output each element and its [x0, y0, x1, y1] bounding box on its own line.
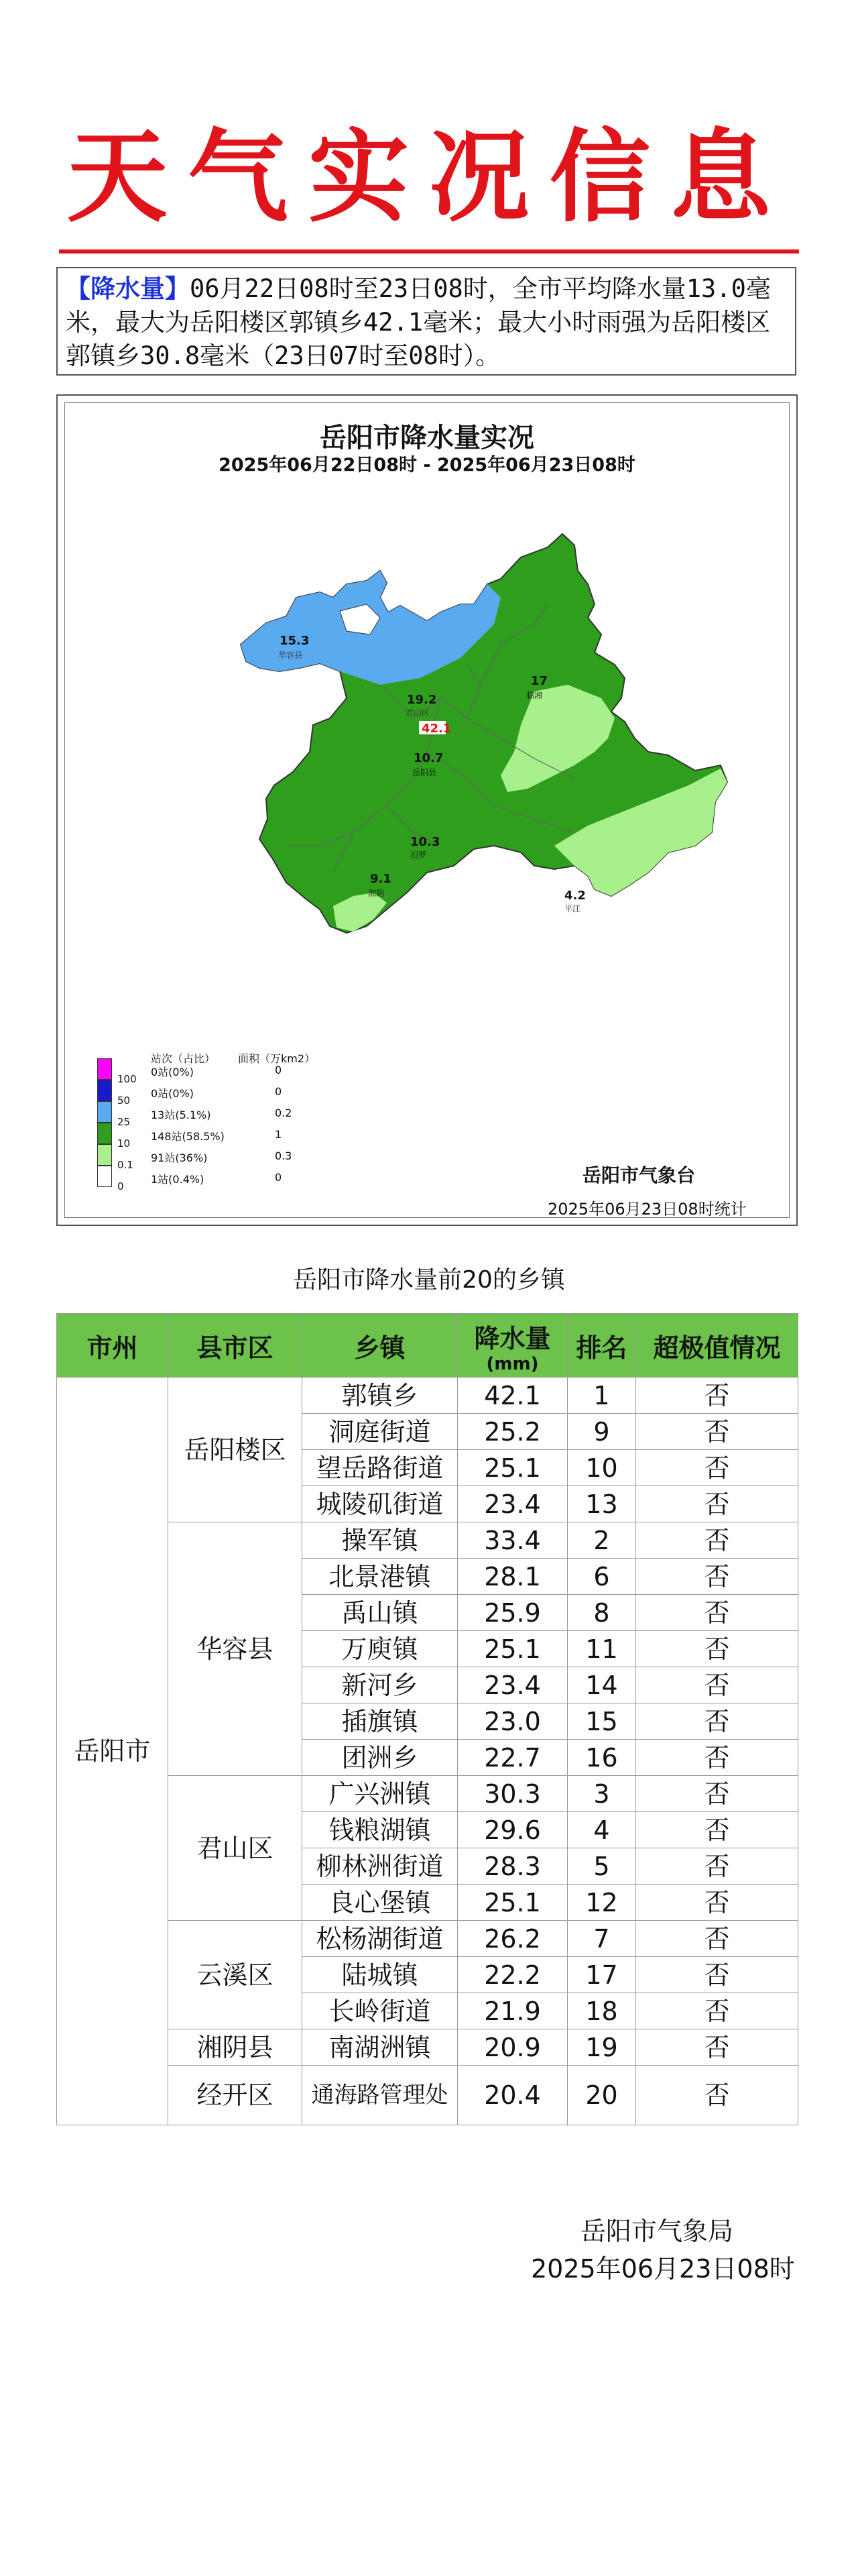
cell-rain: 29.6: [458, 1812, 568, 1848]
map-title: 岳阳市降水量实况: [320, 423, 534, 453]
map-agency: 岳阳市气象台: [583, 1164, 696, 1186]
station-value-junshan: 19.2: [407, 693, 437, 707]
table-row: [57, 2029, 798, 2066]
station-value-huarong: 15.3: [280, 634, 310, 648]
station-value-yueyang: 10.7: [414, 751, 444, 765]
legend-count-row1: 0站(0%): [151, 1066, 194, 1078]
cell-town: 城陵矶街道: [302, 1486, 458, 1522]
cell-town: 郭镇乡: [302, 1378, 458, 1414]
header-rain-label: 降水量: [474, 1323, 551, 1353]
table-row: [57, 2066, 798, 2125]
cell-town: 陆城镇: [302, 1957, 458, 1993]
cell-town: 北景港镇: [302, 1559, 458, 1595]
cell-rank: 14: [568, 1667, 636, 1703]
cell-rank: 15: [568, 1703, 636, 1740]
legend-swatch-100: [97, 1058, 112, 1080]
cell-extreme: 否: [636, 1522, 798, 1559]
cell-rank: 1: [568, 1378, 636, 1414]
cell-extreme: 否: [636, 1740, 798, 1776]
legend-threshold-50: 50: [117, 1095, 131, 1107]
table-row: [57, 1776, 798, 1812]
cell-city: 岳阳市: [57, 1378, 168, 2125]
table-body: [57, 1378, 798, 2125]
cell-rank: 17: [568, 1957, 636, 1993]
cell-extreme: 否: [636, 1450, 798, 1486]
footer-agency: 岳阳市气象局: [580, 2217, 734, 2246]
cell-extreme: 否: [636, 1378, 798, 1414]
cell-town: 操军镇: [302, 1522, 458, 1559]
cell-extreme: 否: [636, 1486, 798, 1522]
legend-swatch-01: [97, 1144, 112, 1166]
cell-rain: 25.2: [458, 1414, 568, 1450]
station-place-yueyang: 岳阳县: [412, 768, 437, 777]
cell-town: 望岳路街道: [302, 1450, 458, 1486]
legend-area-row3: 0.2: [275, 1107, 292, 1119]
legend-threshold-01: 0.1: [117, 1159, 133, 1171]
rainfall-ranking-table: [56, 1313, 798, 2125]
cell-extreme: 否: [636, 1595, 798, 1631]
cell-town: 插旗镇: [302, 1703, 458, 1740]
legend-area-row6: 0: [275, 1171, 282, 1184]
cell-extreme: 否: [636, 1631, 798, 1667]
station-place-junshan: 君山区: [406, 708, 430, 718]
cell-extreme: 否: [636, 1921, 798, 1957]
cell-rank: 18: [568, 1993, 636, 2029]
station-value-xiangyin: 9.1: [370, 872, 391, 886]
cell-rank: 2: [568, 1522, 636, 1559]
legend-count-row6: 1站(0.4%): [151, 1173, 204, 1186]
cell-rank: 12: [568, 1885, 636, 1921]
cell-town: 团洲乡: [302, 1740, 458, 1776]
cell-town: 万庾镇: [302, 1631, 458, 1667]
summary-text: 06月22日08时至23日08时，全市平均降水量13.0毫米，最大为岳阳楼区郭镇乡42.1毫米；最大小时雨强为岳阳楼区郭镇乡30.8毫米（23日07时至08时）。: [66, 274, 771, 370]
legend-area-row5: 0.3: [275, 1150, 292, 1162]
cell-rank: 10: [568, 1450, 636, 1486]
legend-threshold-100: 100: [117, 1073, 137, 1085]
station-place-miluo: 汨罗: [410, 850, 427, 860]
cell-rank: 19: [568, 2029, 636, 2066]
legend-threshold-25: 25: [117, 1116, 131, 1128]
table-caption: 岳阳市降水量前20的乡镇: [293, 1266, 565, 1294]
cell-county: 岳阳楼区: [168, 1378, 302, 1522]
cell-rain: 25.1: [458, 1885, 568, 1921]
map-legend: [97, 1050, 406, 1211]
cell-rain: 21.9: [458, 1993, 568, 2029]
cell-rain: 20.9: [458, 2029, 568, 2066]
cell-town: 柳林洲街道: [302, 1848, 458, 1885]
cell-rain: 23.0: [458, 1703, 568, 1740]
cell-rank: 3: [568, 1776, 636, 1812]
header-town: 乡镇: [302, 1314, 458, 1378]
cell-extreme: 否: [636, 2066, 798, 2125]
cell-rain: 26.2: [458, 1921, 568, 1957]
cell-rain: 23.4: [458, 1667, 568, 1703]
cell-town: 洞庭街道: [302, 1414, 458, 1450]
station-value-linxiang: 17: [531, 674, 548, 688]
rainfall-map-panel: [56, 394, 798, 1226]
cell-rain: 25.9: [458, 1595, 568, 1631]
header-extreme: 超极值情况: [636, 1314, 798, 1378]
header-county: 县市区: [168, 1314, 302, 1378]
cell-extreme: 否: [636, 1957, 798, 1993]
legend-area-row2: 0: [275, 1085, 282, 1098]
legend-count-row4: 148站(58.5%): [151, 1130, 225, 1143]
cell-extreme: 否: [636, 1848, 798, 1885]
cell-rain: 28.3: [458, 1848, 568, 1885]
station-place-xiangyin: 湘阴: [368, 889, 385, 898]
legend-threshold-0: 0: [117, 1180, 124, 1192]
cell-town: 新河乡: [302, 1667, 458, 1703]
cell-rain: 22.2: [458, 1957, 568, 1993]
cell-county: 君山区: [168, 1776, 302, 1921]
cell-town: 禹山镇: [302, 1595, 458, 1631]
cell-rank: 4: [568, 1812, 636, 1848]
station-value-miluo: 10.3: [410, 835, 440, 849]
footer-time: 2025年06月23日08时: [531, 2254, 795, 2284]
cell-rain: 33.4: [458, 1522, 568, 1559]
legend-head-area: 面积（万km2）: [238, 1052, 316, 1065]
cell-town: 长岭街道: [302, 1993, 458, 2029]
legend-swatch-25: [97, 1101, 112, 1123]
cell-rank: 7: [568, 1921, 636, 1957]
table-row: [57, 1921, 798, 1957]
cell-county: 云溪区: [168, 1921, 302, 2029]
page-title: 天气实况信息: [66, 119, 791, 236]
header-rank: 排名: [568, 1314, 636, 1378]
station-value-pingjiang: 4.2: [564, 889, 586, 903]
station-value-max: 42.1: [422, 722, 452, 736]
cell-rank: 9: [568, 1414, 636, 1450]
cell-town: 良心堡镇: [302, 1885, 458, 1921]
cell-extreme: 否: [636, 2029, 798, 2066]
cell-rain: 42.1: [458, 1378, 568, 1414]
cell-extreme: 否: [636, 1667, 798, 1703]
cell-extreme: 否: [636, 1776, 798, 1812]
cell-extreme: 否: [636, 1885, 798, 1921]
legend-count-row2: 0站(0%): [151, 1087, 194, 1100]
legend-swatch-50: [97, 1080, 112, 1101]
station-place-pingjiang: 平江: [564, 904, 581, 913]
cell-rain: 20.4: [458, 2066, 568, 2125]
map-frame: [64, 402, 790, 1218]
cell-rank: 5: [568, 1848, 636, 1885]
header-city: 市州: [57, 1314, 168, 1378]
legend-area-row4: 1: [275, 1128, 282, 1141]
map-subtitle: 2025年06月22日08时 - 2025年06月23日08时: [219, 455, 635, 475]
cell-rain: 30.3: [458, 1776, 568, 1812]
cell-rank: 20: [568, 2066, 636, 2125]
map-stamp: 2025年06月23日08时统计: [548, 1200, 747, 1219]
legend-swatch-0: [97, 1166, 112, 1187]
cell-rain: 22.7: [458, 1740, 568, 1776]
cell-extreme: 否: [636, 1993, 798, 2029]
cell-extreme: 否: [636, 1414, 798, 1450]
cell-rain: 28.1: [458, 1559, 568, 1595]
legend-swatch-10: [97, 1123, 112, 1144]
cell-rank: 13: [568, 1486, 636, 1522]
cell-rain: 25.1: [458, 1450, 568, 1486]
cell-county: 华容县: [168, 1522, 302, 1776]
cell-extreme: 否: [636, 1559, 798, 1595]
cell-rank: 8: [568, 1595, 636, 1631]
cell-county: 经开区: [168, 2066, 302, 2125]
cell-rank: 16: [568, 1740, 636, 1776]
summary-tag: 【降水量】: [66, 274, 190, 303]
station-place-linxiang: 临湘: [526, 691, 543, 700]
cell-town: 南湖洲镇: [302, 2029, 458, 2066]
legend-count-row3: 13站(5.1%): [151, 1109, 211, 1121]
cell-town: 通海路管理处: [302, 2066, 458, 2125]
station-place-huarong: 华容县: [278, 651, 303, 660]
cell-rank: 11: [568, 1631, 636, 1667]
cell-rain: 23.4: [458, 1486, 568, 1522]
cell-town: 广兴洲镇: [302, 1776, 458, 1812]
cell-extreme: 否: [636, 1703, 798, 1740]
cell-town: 钱粮湖镇: [302, 1812, 458, 1848]
cell-rain: 25.1: [458, 1631, 568, 1667]
table-header-row: [57, 1314, 798, 1378]
legend-head-count: 站次（占比）: [151, 1052, 216, 1065]
table-row: [57, 1378, 798, 1414]
cell-extreme: 否: [636, 1812, 798, 1848]
cell-town: 松杨湖街道: [302, 1921, 458, 1957]
cell-county: 湘阴县: [168, 2029, 302, 2066]
table-row: [57, 1522, 798, 1559]
cell-rank: 6: [568, 1559, 636, 1595]
header-rain-unit: (mm): [486, 1353, 539, 1374]
legend-count-row5: 91站(36%): [151, 1152, 208, 1164]
precipitation-summary: [56, 267, 796, 376]
legend-area-row1: 0: [275, 1064, 282, 1076]
title-divider: [59, 249, 799, 254]
legend-threshold-10: 10: [117, 1137, 131, 1150]
header-rain: [458, 1314, 568, 1378]
